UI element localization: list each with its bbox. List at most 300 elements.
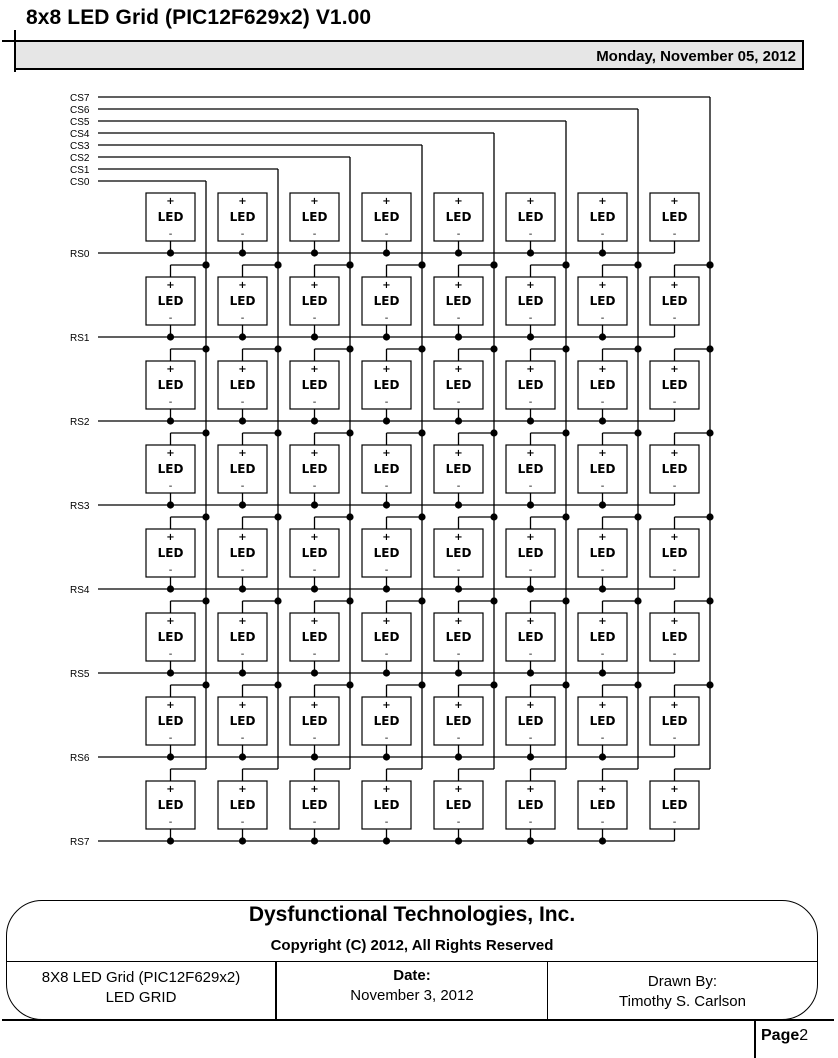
title-block: [6, 900, 818, 1020]
led-anode-mark: +: [382, 784, 391, 795]
led-label: LED: [661, 630, 688, 644]
led-cathode-mark: -: [672, 817, 677, 828]
led-label: LED: [589, 210, 616, 224]
header-date: Monday, November 05, 2012: [596, 48, 796, 65]
row-junction-dot: [239, 333, 246, 340]
column-signal-label-cs3: CS3: [70, 141, 90, 152]
row-signal-label-rs4: RS4: [70, 585, 90, 596]
row-junction-dot: [311, 585, 318, 592]
led-anode-mark: +: [526, 700, 535, 711]
led-label: LED: [445, 378, 472, 392]
led-anode-mark: +: [670, 364, 679, 375]
column-junction-dot: [274, 345, 281, 352]
led-label: LED: [373, 714, 400, 728]
led-anode-mark: +: [238, 700, 247, 711]
row-junction-dot: [311, 249, 318, 256]
column-junction-dot: [418, 513, 425, 520]
led-label: LED: [373, 798, 400, 812]
led-cathode-mark: -: [384, 817, 389, 828]
led-anode-mark: +: [166, 364, 175, 375]
led-anode-mark: +: [454, 700, 463, 711]
row-junction-dot: [311, 333, 318, 340]
led-anode-mark: +: [454, 364, 463, 375]
led-cathode-mark: -: [600, 565, 605, 576]
led-cathode-mark: -: [240, 565, 245, 576]
row-junction-dot: [383, 417, 390, 424]
led-anode-mark: +: [454, 280, 463, 291]
led-label: LED: [445, 546, 472, 560]
column-junction-dot: [490, 261, 497, 268]
led-cathode-mark: -: [528, 397, 533, 408]
led-label: LED: [373, 546, 400, 560]
led-anode-mark: +: [382, 364, 391, 375]
led-anode-mark: +: [166, 280, 175, 291]
led-cathode-mark: -: [312, 397, 317, 408]
led-anode-mark: +: [526, 196, 535, 207]
row-junction-dot: [239, 417, 246, 424]
column-junction-dot: [418, 261, 425, 268]
led-label: LED: [589, 714, 616, 728]
row-junction-dot: [455, 501, 462, 508]
led-label: LED: [661, 462, 688, 476]
led-label: LED: [445, 294, 472, 308]
led-cathode-mark: -: [600, 733, 605, 744]
led-label: LED: [661, 210, 688, 224]
led-anode-mark: +: [310, 616, 319, 627]
led-anode-mark: +: [382, 700, 391, 711]
led-anode-mark: +: [238, 448, 247, 459]
date-label: Date:: [393, 967, 431, 984]
column-junction-dot: [562, 429, 569, 436]
led-label: LED: [157, 462, 184, 476]
column-junction-dot: [418, 345, 425, 352]
led-cathode-mark: -: [384, 397, 389, 408]
led-cathode-mark: -: [240, 229, 245, 240]
led-anode-mark: +: [454, 784, 463, 795]
column-signal-label-cs6: CS6: [70, 105, 90, 116]
led-cathode-mark: -: [456, 733, 461, 744]
column-junction-dot: [346, 597, 353, 604]
led-label: LED: [445, 714, 472, 728]
led-label: LED: [301, 630, 328, 644]
led-cathode-mark: -: [672, 565, 677, 576]
led-label: LED: [373, 210, 400, 224]
led-label: LED: [157, 798, 184, 812]
column-junction-dot: [202, 513, 209, 520]
led-anode-mark: +: [670, 616, 679, 627]
column-junction-dot: [562, 597, 569, 604]
led-cathode-mark: -: [240, 397, 245, 408]
led-label: LED: [445, 630, 472, 644]
column-signal-label-cs1: CS1: [70, 165, 90, 176]
led-anode-mark: +: [526, 448, 535, 459]
led-cathode-mark: -: [600, 481, 605, 492]
led-cathode-mark: -: [168, 649, 173, 660]
led-cathode-mark: -: [168, 733, 173, 744]
led-label: LED: [229, 546, 256, 560]
row-junction-dot: [167, 585, 174, 592]
column-junction-dot: [346, 513, 353, 520]
led-label: LED: [157, 378, 184, 392]
row-junction-dot: [167, 753, 174, 760]
column-junction-dot: [490, 429, 497, 436]
led-cathode-mark: -: [312, 481, 317, 492]
project-cell: [7, 962, 275, 1020]
column-junction-dot: [634, 513, 641, 520]
page-indicator: [761, 1027, 808, 1045]
led-label: LED: [373, 294, 400, 308]
row-junction-dot: [455, 753, 462, 760]
led-label: LED: [157, 294, 184, 308]
column-junction-dot: [202, 429, 209, 436]
led-label: LED: [301, 294, 328, 308]
led-cathode-mark: -: [312, 565, 317, 576]
led-cathode-mark: -: [600, 397, 605, 408]
led-anode-mark: +: [382, 532, 391, 543]
led-cathode-mark: -: [168, 817, 173, 828]
row-junction-dot: [383, 669, 390, 676]
led-label: LED: [661, 378, 688, 392]
column-junction-dot: [562, 345, 569, 352]
column-junction-dot: [490, 597, 497, 604]
led-anode-mark: +: [598, 448, 607, 459]
column-junction-dot: [706, 261, 713, 268]
led-anode-mark: +: [310, 700, 319, 711]
row-junction-dot: [599, 333, 606, 340]
column-junction-dot: [346, 261, 353, 268]
led-cathode-mark: -: [312, 229, 317, 240]
date-value: November 3, 2012: [350, 987, 474, 1004]
led-label: LED: [301, 546, 328, 560]
column-junction-dot: [202, 597, 209, 604]
led-cathode-mark: -: [528, 313, 533, 324]
led-label: LED: [229, 294, 256, 308]
led-label: LED: [373, 630, 400, 644]
row-junction-dot: [455, 837, 462, 844]
led-label: LED: [661, 798, 688, 812]
led-cathode-mark: -: [168, 481, 173, 492]
row-junction-dot: [239, 669, 246, 676]
led-cathode-mark: -: [312, 649, 317, 660]
led-anode-mark: +: [670, 784, 679, 795]
led-cathode-mark: -: [168, 565, 173, 576]
row-junction-dot: [599, 249, 606, 256]
row-junction-dot: [311, 837, 318, 844]
row-signal-label-rs1: RS1: [70, 333, 90, 344]
column-junction-dot: [418, 597, 425, 604]
row-junction-dot: [239, 585, 246, 592]
led-label: LED: [661, 714, 688, 728]
row-junction-dot: [455, 333, 462, 340]
led-anode-mark: +: [454, 448, 463, 459]
led-anode-mark: +: [166, 616, 175, 627]
led-label: LED: [301, 714, 328, 728]
led-label: LED: [517, 630, 544, 644]
led-cathode-mark: -: [312, 733, 317, 744]
led-anode-mark: +: [166, 532, 175, 543]
led-anode-mark: +: [382, 448, 391, 459]
row-junction-dot: [527, 669, 534, 676]
column-junction-dot: [706, 513, 713, 520]
led-anode-mark: +: [454, 616, 463, 627]
led-cathode-mark: -: [600, 229, 605, 240]
column-junction-dot: [418, 429, 425, 436]
led-cathode-mark: -: [456, 397, 461, 408]
column-junction-dot: [346, 345, 353, 352]
column-signal-label-cs5: CS5: [70, 117, 90, 128]
column-signal-label-cs7: CS7: [70, 93, 90, 104]
column-junction-dot: [634, 345, 641, 352]
led-label: LED: [589, 630, 616, 644]
led-anode-mark: +: [598, 364, 607, 375]
led-label: LED: [157, 714, 184, 728]
column-junction-dot: [706, 345, 713, 352]
row-junction-dot: [455, 249, 462, 256]
row-signal-label-rs5: RS5: [70, 669, 90, 680]
row-junction-dot: [599, 669, 606, 676]
led-anode-mark: +: [238, 532, 247, 543]
column-junction-dot: [706, 429, 713, 436]
led-anode-mark: +: [526, 784, 535, 795]
led-label: LED: [301, 378, 328, 392]
column-junction-dot: [634, 681, 641, 688]
led-label: LED: [445, 462, 472, 476]
copyright-notice: Copyright (C) 2012, All Rights Reserved: [270, 937, 554, 954]
led-label: LED: [229, 210, 256, 224]
sheet-name: LED GRID: [105, 989, 177, 1006]
led-anode-mark: +: [382, 196, 391, 207]
led-cathode-mark: -: [312, 313, 317, 324]
led-label: LED: [301, 798, 328, 812]
column-junction-dot: [562, 261, 569, 268]
led-label: LED: [445, 210, 472, 224]
page-label: Page: [761, 1027, 800, 1044]
led-cathode-mark: -: [456, 229, 461, 240]
led-anode-mark: +: [670, 196, 679, 207]
column-junction-dot: [562, 513, 569, 520]
led-anode-mark: +: [238, 616, 247, 627]
led-anode-mark: +: [310, 280, 319, 291]
led-label: LED: [517, 546, 544, 560]
led-anode-mark: +: [310, 784, 319, 795]
led-cathode-mark: -: [312, 817, 317, 828]
led-anode-mark: +: [526, 364, 535, 375]
column-junction-dot: [274, 597, 281, 604]
row-signal-label-rs7: RS7: [70, 837, 90, 848]
led-cathode-mark: -: [240, 649, 245, 660]
led-label: LED: [589, 378, 616, 392]
led-cathode-mark: -: [240, 481, 245, 492]
led-anode-mark: +: [598, 196, 607, 207]
led-cathode-mark: -: [672, 397, 677, 408]
column-junction-dot: [274, 681, 281, 688]
led-cathode-mark: -: [384, 313, 389, 324]
led-label: LED: [229, 630, 256, 644]
row-junction-dot: [167, 669, 174, 676]
row-junction-dot: [383, 501, 390, 508]
led-label: LED: [229, 378, 256, 392]
row-signal-label-rs3: RS3: [70, 501, 90, 512]
row-junction-dot: [599, 501, 606, 508]
row-junction-dot: [455, 669, 462, 676]
led-anode-mark: +: [598, 784, 607, 795]
led-anode-mark: +: [454, 196, 463, 207]
column-signal-label-cs0: CS0: [70, 177, 90, 188]
led-cathode-mark: -: [672, 313, 677, 324]
company-name: Dysfunctional Technologies, Inc.: [248, 903, 576, 926]
row-junction-dot: [527, 837, 534, 844]
led-cathode-mark: -: [456, 817, 461, 828]
column-junction-dot: [490, 345, 497, 352]
led-cathode-mark: -: [528, 817, 533, 828]
row-junction-dot: [383, 249, 390, 256]
led-cathode-mark: -: [672, 229, 677, 240]
led-cathode-mark: -: [168, 397, 173, 408]
led-cathode-mark: -: [528, 565, 533, 576]
row-junction-dot: [167, 501, 174, 508]
led-cathode-mark: -: [528, 229, 533, 240]
led-anode-mark: +: [526, 532, 535, 543]
led-anode-mark: +: [598, 280, 607, 291]
led-label: LED: [517, 462, 544, 476]
row-junction-dot: [239, 249, 246, 256]
row-junction-dot: [383, 333, 390, 340]
column-junction-dot: [346, 681, 353, 688]
row-junction-dot: [167, 333, 174, 340]
page-number: 2: [799, 1027, 809, 1044]
column-junction-dot: [202, 681, 209, 688]
project-name: 8X8 LED Grid (PIC12F629x2): [41, 969, 241, 986]
row-junction-dot: [383, 837, 390, 844]
led-cathode-mark: -: [528, 481, 533, 492]
led-anode-mark: +: [598, 532, 607, 543]
led-label: LED: [373, 462, 400, 476]
led-cathode-mark: -: [456, 649, 461, 660]
led-anode-mark: +: [598, 700, 607, 711]
column-junction-dot: [634, 261, 641, 268]
led-cathode-mark: -: [672, 649, 677, 660]
row-junction-dot: [167, 837, 174, 844]
column-junction-dot: [202, 261, 209, 268]
column-junction-dot: [418, 681, 425, 688]
led-anode-mark: +: [526, 280, 535, 291]
led-cathode-mark: -: [672, 733, 677, 744]
led-label: LED: [445, 798, 472, 812]
row-junction-dot: [455, 585, 462, 592]
row-junction-dot: [599, 417, 606, 424]
led-anode-mark: +: [310, 532, 319, 543]
led-label: LED: [157, 546, 184, 560]
led-cathode-mark: -: [240, 817, 245, 828]
led-cathode-mark: -: [600, 817, 605, 828]
row-junction-dot: [311, 501, 318, 508]
led-cathode-mark: -: [528, 649, 533, 660]
led-cathode-mark: -: [600, 313, 605, 324]
led-anode-mark: +: [238, 280, 247, 291]
row-junction-dot: [311, 417, 318, 424]
drawn-by-label: Drawn By:: [647, 973, 718, 990]
column-junction-dot: [634, 597, 641, 604]
led-cathode-mark: -: [528, 733, 533, 744]
led-cathode-mark: -: [456, 313, 461, 324]
led-anode-mark: +: [598, 616, 607, 627]
row-junction-dot: [527, 249, 534, 256]
led-anode-mark: +: [670, 280, 679, 291]
led-cathode-mark: -: [240, 313, 245, 324]
row-junction-dot: [383, 753, 390, 760]
led-anode-mark: +: [166, 196, 175, 207]
row-junction-dot: [167, 417, 174, 424]
row-junction-dot: [527, 417, 534, 424]
led-label: LED: [229, 798, 256, 812]
row-junction-dot: [599, 837, 606, 844]
led-cathode-mark: -: [456, 481, 461, 492]
led-label: LED: [517, 714, 544, 728]
drawn-by-cell: [547, 962, 817, 1020]
column-junction-dot: [202, 345, 209, 352]
led-anode-mark: +: [670, 448, 679, 459]
led-cathode-mark: -: [456, 565, 461, 576]
column-junction-dot: [490, 681, 497, 688]
led-label: LED: [229, 714, 256, 728]
row-signal-label-rs2: RS2: [70, 417, 90, 428]
row-junction-dot: [599, 753, 606, 760]
row-junction-dot: [527, 753, 534, 760]
column-junction-dot: [634, 429, 641, 436]
row-junction-dot: [311, 669, 318, 676]
column-junction-dot: [562, 681, 569, 688]
footer-rule: [2, 1019, 834, 1021]
led-cathode-mark: -: [168, 229, 173, 240]
led-label: LED: [517, 294, 544, 308]
row-junction-dot: [167, 249, 174, 256]
led-anode-mark: +: [310, 364, 319, 375]
led-cathode-mark: -: [168, 313, 173, 324]
document-title: 8x8 LED Grid (PIC12F629x2) V1.00: [26, 6, 372, 29]
led-anode-mark: +: [166, 700, 175, 711]
column-junction-dot: [706, 681, 713, 688]
led-anode-mark: +: [382, 280, 391, 291]
led-cathode-mark: -: [672, 481, 677, 492]
led-label: LED: [589, 546, 616, 560]
column-junction-dot: [706, 597, 713, 604]
led-anode-mark: +: [670, 700, 679, 711]
led-label: LED: [661, 294, 688, 308]
led-cathode-mark: -: [384, 649, 389, 660]
row-signal-label-rs0: RS0: [70, 249, 90, 260]
led-cathode-mark: -: [240, 733, 245, 744]
date-cell: [275, 962, 547, 1020]
led-anode-mark: +: [670, 532, 679, 543]
led-anode-mark: +: [310, 196, 319, 207]
column-junction-dot: [274, 261, 281, 268]
led-label: LED: [589, 462, 616, 476]
row-junction-dot: [527, 585, 534, 592]
led-anode-mark: +: [310, 448, 319, 459]
led-label: LED: [301, 462, 328, 476]
led-anode-mark: +: [382, 616, 391, 627]
led-anode-mark: +: [238, 364, 247, 375]
column-junction-dot: [274, 513, 281, 520]
row-junction-dot: [239, 753, 246, 760]
led-anode-mark: +: [526, 616, 535, 627]
row-junction-dot: [599, 585, 606, 592]
led-label: LED: [589, 294, 616, 308]
column-junction-dot: [490, 513, 497, 520]
row-junction-dot: [239, 837, 246, 844]
led-label: LED: [157, 630, 184, 644]
row-junction-dot: [383, 585, 390, 592]
